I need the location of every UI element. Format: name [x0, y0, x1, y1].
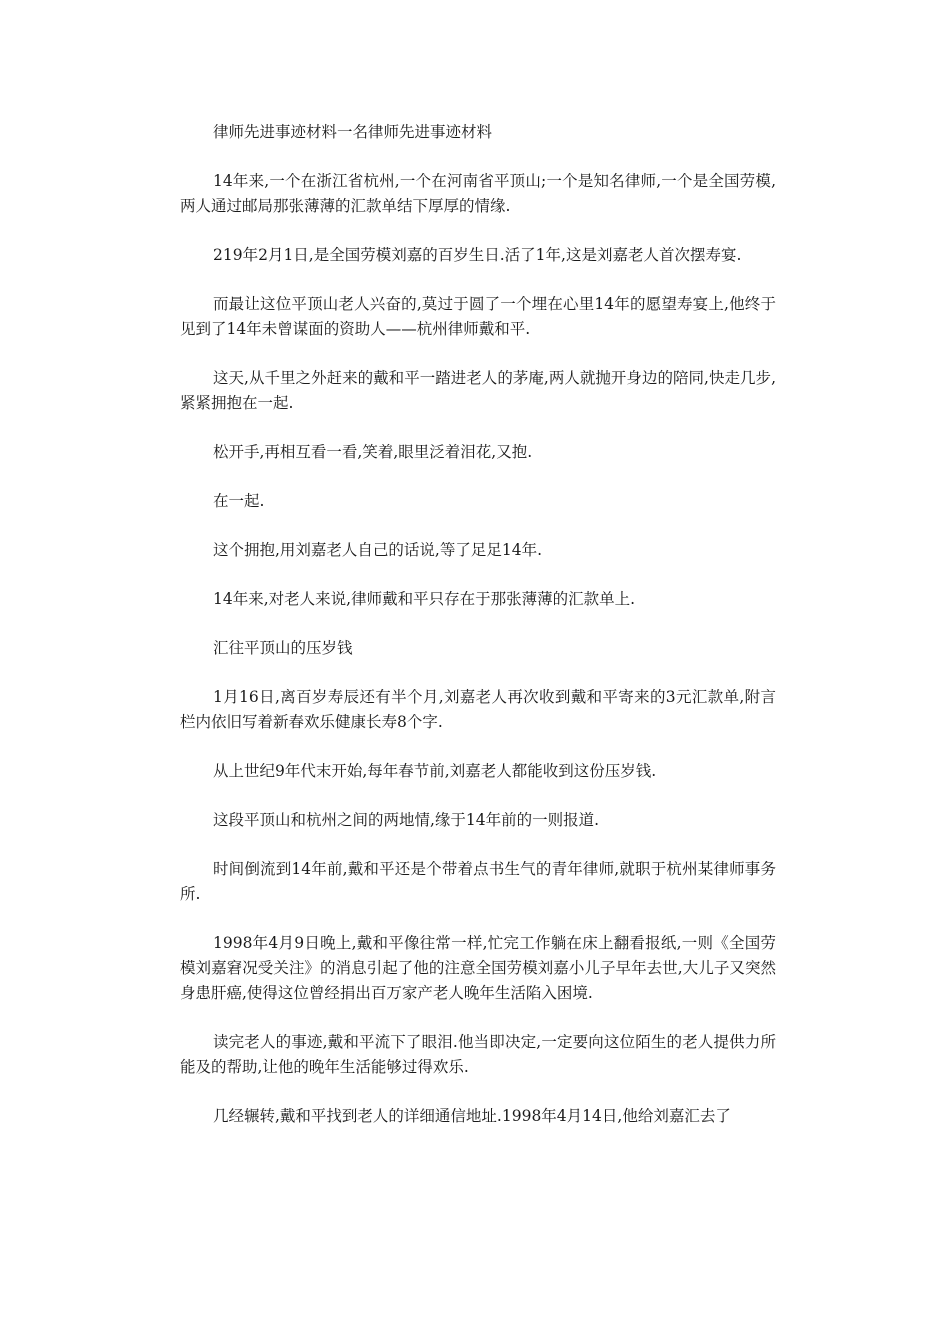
- paragraph: 14年来,对老人来说,律师戴和平只存在于那张薄薄的汇款单上.: [213, 590, 636, 608]
- paragraph: 时间倒流到14年前,戴和平还是个带着点书生气的青年律师,就职于杭州某律师事务所.: [180, 860, 776, 903]
- paragraph: 而最让这位平顶山老人兴奋的,莫过于圆了一个埋在心里14年的愿望寿宴上,他终于见到了14年未曾谋面的资助人——杭州律师戴和平.: [180, 295, 776, 338]
- paragraph: 这段平顶山和杭州之间的两地情,缘于14年前的一则报道.: [213, 811, 600, 829]
- paragraph: 14年来,一个在浙江省杭州,一个在河南省平顶山;一个是知名律师,一个是全国劳模,两人通过邮局那张薄薄的汇款单结下厚厚的情缘.: [180, 172, 776, 215]
- paragraph: 读完老人的事迹,戴和平流下了眼泪.他当即决定,一定要向这位陌生的老人提供力所能及的帮助,让他的晚年生活能够过得欢乐.: [180, 1033, 776, 1076]
- document-body: [180, 120, 776, 1153]
- section-heading: 汇往平顶山的压岁钱: [213, 639, 353, 657]
- paragraph: 1月16日,离百岁寿辰还有半个月,刘嘉老人再次收到戴和平寄来的3元汇款单,附言栏内依旧写着新春欢乐健康长寿8个字.: [180, 688, 776, 731]
- paragraph: 几经辗转,戴和平找到老人的详细通信地址.1998年4月14日,他给刘嘉汇去了: [213, 1107, 731, 1125]
- paragraph: 这天,从千里之外赶来的戴和平一踏进老人的茅庵,两人就抛开身边的陪同,快走几步,紧紧拥抱在一起.: [180, 369, 776, 412]
- paragraph: 在一起.: [213, 492, 265, 510]
- paragraph: 从上世纪9年代末开始,每年春节前,刘嘉老人都能收到这份压岁钱.: [213, 762, 657, 780]
- document-title: 律师先进事迹材料一名律师先进事迹材料: [213, 123, 493, 141]
- paragraph: 219年2月1日,是全国劳模刘嘉的百岁生日.活了1年,这是刘嘉老人首次摆寿宴.: [213, 246, 742, 264]
- paragraph: 松开手,再相互看一看,笑着,眼里泛着泪花,又抱.: [213, 443, 533, 461]
- paragraph: 这个拥抱,用刘嘉老人自己的话说,等了足足14年.: [213, 541, 543, 559]
- paragraph: 1998年4月9日晚上,戴和平像往常一样,忙完工作躺在床上翻看报纸,一则《全国劳模刘嘉窘况受关注》的消息引起了他的注意全国劳模刘嘉小儿子早年去世,大儿子又突然身患肝癌,使得这位曾经捐出百万家产老人晚年生活陷入困境.: [180, 934, 776, 1002]
